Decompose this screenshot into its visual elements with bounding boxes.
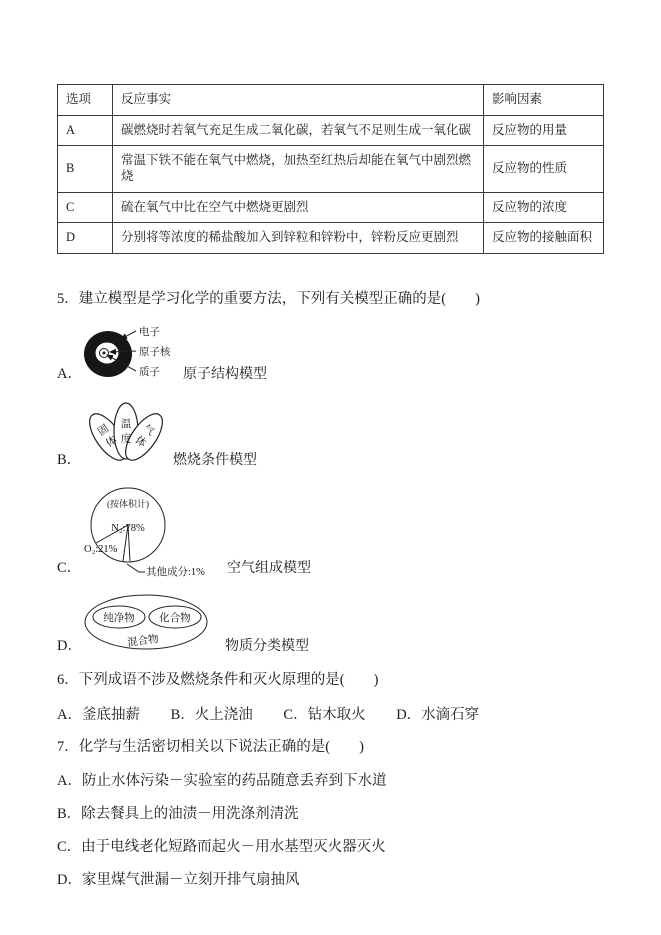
q7-option-c: C．由于电线老化短路而起火－用水基型灭火器灭火 xyxy=(57,839,386,856)
q6-option-d: D．水滴石穿 xyxy=(396,706,480,723)
matter-classification-diagram xyxy=(83,593,211,655)
cell-factor: 反应物的用量 xyxy=(484,115,604,146)
q6-option-a: A．釜底抽薪 xyxy=(57,706,140,723)
cell-fact: 碳燃烧时若氧气充足生成二氧化碳，若氧气不足则生成一氧化碳 xyxy=(113,115,484,146)
cell-option: C xyxy=(58,192,113,223)
electron-arrow xyxy=(121,331,136,339)
q5-option-c-caption: 空气组成模型 xyxy=(227,561,311,577)
q6-option-b: B．火上浇油 xyxy=(170,706,253,723)
table-row xyxy=(58,223,604,254)
header-factor: 影响因素 xyxy=(484,85,604,116)
proton-dot xyxy=(103,352,106,355)
question-6-stem: 6．下列成语不涉及燃烧条件和灭火原理的是( ) xyxy=(57,672,379,689)
q5-option-a-caption: 原子结构模型 xyxy=(183,367,267,383)
q5-option-d xyxy=(57,593,604,655)
question-6-options xyxy=(57,703,604,724)
q5-option-b-label: B． xyxy=(57,452,82,469)
q5-option-d-caption: 物质分类模型 xyxy=(225,639,309,655)
proton-label: 质子 xyxy=(139,367,160,379)
svg-text:度: 度 xyxy=(120,434,132,446)
q6-option-c: C．钻木取火 xyxy=(283,706,366,723)
svg-text:气: 气 xyxy=(140,423,156,439)
electron-label: 电子 xyxy=(139,327,160,339)
cell-factor: 反应物的性质 xyxy=(484,146,604,192)
cell-fact: 硫在氧气中比在空气中燃烧更剧烈 xyxy=(113,192,484,223)
pure-substance-label: 纯净物 xyxy=(103,613,135,625)
cell-option: B xyxy=(58,146,113,192)
question-7-stem: 7．化学与生活密切相关以下说法正确的是( ) xyxy=(57,738,364,755)
header-fact: 反应事实 xyxy=(113,85,484,116)
atom-structure-diagram xyxy=(83,321,179,383)
cell-option: D xyxy=(58,223,113,254)
other-components-label: 其他成分:1% xyxy=(146,567,205,578)
question-5-stem: 5．建立模型是学习化学的重要方法，下列有关模型正确的是( ) xyxy=(57,290,480,307)
q5-option-c xyxy=(57,485,604,577)
q5-option-a xyxy=(57,321,604,383)
svg-text:体: 体 xyxy=(104,435,120,451)
factors-table xyxy=(57,84,604,254)
cell-factor: 反应物的接触面积 xyxy=(484,223,604,254)
q5-option-a-label: A． xyxy=(57,366,82,383)
cell-option: A xyxy=(58,115,113,146)
q7-option-d: D．家里煤气泄漏－立刻开排气扇抽风 xyxy=(57,872,300,889)
combustion-condition-diagram xyxy=(83,399,169,469)
table-row xyxy=(58,146,604,192)
table-row xyxy=(58,115,604,146)
cell-fact: 分别将等浓度的稀盐酸加入到锌粒和锌粉中，锌粉反应更剧烈 xyxy=(113,223,484,254)
q5-option-b xyxy=(57,399,604,469)
nitrogen-label: N₂:78% xyxy=(111,523,145,535)
q7-option-a: A．防止水体污染－实验室的药品随意丢弃到下水道 xyxy=(57,773,387,790)
air-composition-diagram xyxy=(83,485,223,577)
header-option: 选项 xyxy=(58,85,113,116)
q5-option-c-label: C． xyxy=(57,560,82,577)
oxygen-label: O₂:21% xyxy=(84,544,118,556)
by-volume-label: (按体积计) xyxy=(107,499,149,510)
svg-text:固: 固 xyxy=(96,423,112,439)
table-header-row xyxy=(58,85,604,116)
cell-fact: 常温下铁不能在氧气中燃烧，加热至红热后却能在氧气中剧烈燃烧 xyxy=(113,146,484,192)
cell-factor: 反应物的浓度 xyxy=(484,192,604,223)
nucleus-label: 原子核 xyxy=(139,347,171,359)
other-leader-line xyxy=(127,564,145,572)
q7-option-b: B．除去餐具上的油渍－用洗涤剂清洗 xyxy=(57,806,299,823)
table-row xyxy=(58,192,604,223)
q5-option-b-caption: 燃烧条件模型 xyxy=(173,453,257,469)
mixture-label: 混合物 xyxy=(126,634,160,650)
svg-text:体: 体 xyxy=(132,435,148,451)
compound-label: 化合物 xyxy=(159,613,191,625)
q5-option-d-label: D． xyxy=(57,638,82,655)
svg-text:温: 温 xyxy=(120,419,132,431)
